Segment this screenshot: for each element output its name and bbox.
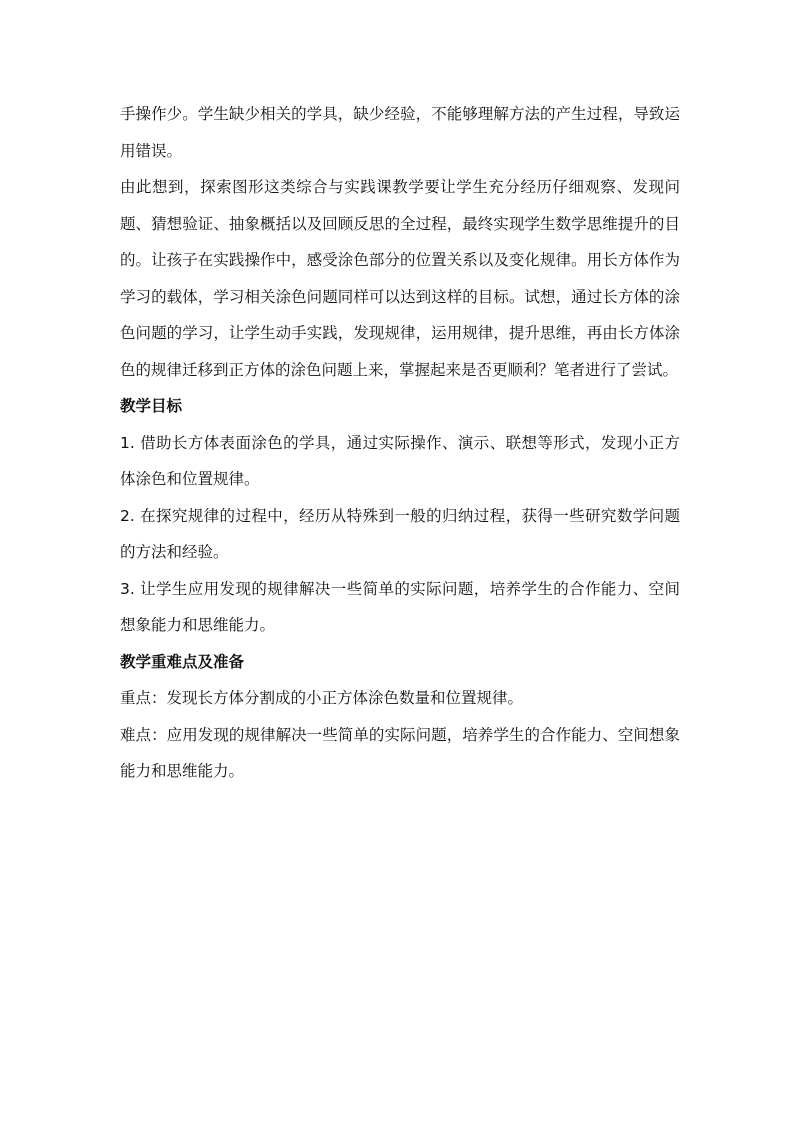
objective-item-1: 1. 借助长方体表面涂色的学具，通过实际操作、演示、联想等形式，发现小正方体涂色和位置规律。 — [120, 433, 680, 488]
paragraph-reflection: 由此想到，探索图形这类综合与实践课教学要让学生充分经历仔细观察、发现问题、猜想验证、抽象概括以及回顾反思的全过程，最终实现学生数学思维提升的目的。让孩子在实践操作中，感受涂色部分的位置关系以及变化规律。用长方体作为学习的载体，学习相关涂色问题同样可以达到这样的目标。试想，通过长方体的涂色问题的学习，让学生动手实践，发现规律，运用规律，提升思维，再由长方体涂色的规律迁移到正方体的涂色问题上来，掌握起来是否更顺利？笔者进行了尝试。 — [120, 178, 680, 379]
document-body — [120, 96, 680, 790]
heading-key-difficulties: 教学重难点及准备 — [120, 652, 245, 671]
heading-teaching-objectives: 教学目标 — [120, 397, 183, 415]
objective-item-3: 3. 让学生应用发现的规律解决一些简单的实际问题，培养学生的合作能力、空间想象能力和思维能力。 — [120, 579, 680, 634]
objective-item-2: 2. 在探究规律的过程中，经历从特殊到一般的归纳过程，获得一些研究数学问题的方法和经验。 — [120, 506, 680, 561]
key-point: 重点：发现长方体分割成的小正方体涂色数量和位置规律。 — [120, 689, 524, 707]
difficult-point: 难点：应用发现的规律解决一些简单的实际问题，培养学生的合作能力、空间想象能力和思维能力。 — [120, 725, 680, 780]
paragraph-method-problem: 手操作少。学生缺少相关的学具，缺少经验，不能够理解方法的产生过程，导致运用错误。 — [120, 105, 680, 160]
